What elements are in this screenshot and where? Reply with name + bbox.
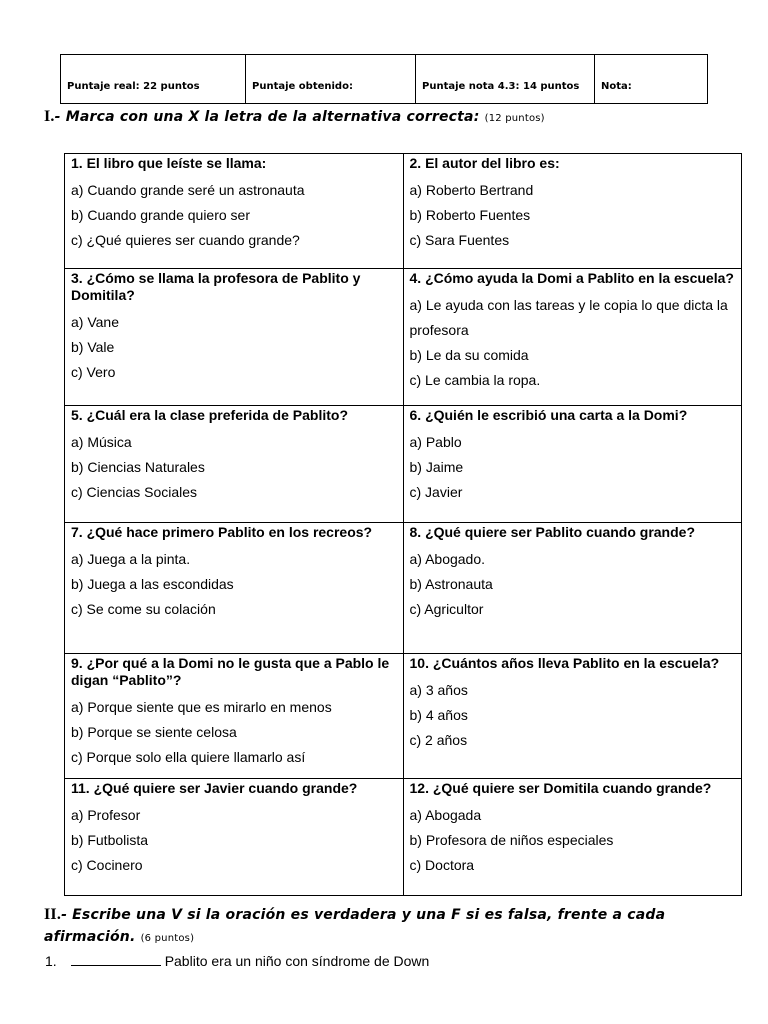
option-b[interactable]: b) Jaime (409, 459, 464, 475)
option-a[interactable]: a) Le ayuda con las tareas y le copia lo que dicta la profesora (409, 297, 728, 338)
option-c[interactable]: c) Sara Fuentes (409, 232, 510, 248)
section-2-title: - Escribe una V si la oración es verdadera y una F si es falsa, frente a cada afirmación. (44, 907, 666, 945)
option-b[interactable]: b) Astronauta (409, 576, 493, 592)
option-b[interactable]: b) Vale (71, 339, 115, 355)
question-text: 11. ¿Qué quiere ser Javier cuando grande? (71, 780, 358, 796)
option-a[interactable]: a) Juega a la pinta. (71, 551, 191, 567)
option-b[interactable]: b) Profesora de niños especiales (409, 832, 614, 848)
puntaje-real: Puntaje real: 22 puntos (61, 55, 246, 104)
section-2-number: II. (44, 906, 62, 923)
option-b[interactable]: b) Ciencias Naturales (71, 459, 205, 475)
question-cell (65, 654, 404, 779)
question-cell (65, 523, 404, 654)
option-a[interactable]: a) Pablo (409, 434, 462, 450)
section-2-points: (6 puntos) (140, 933, 195, 944)
option-b[interactable]: b) Cuando grande quiero ser (71, 207, 251, 223)
option-c[interactable]: c) Doctora (409, 857, 475, 873)
answer-blank[interactable] (71, 953, 161, 966)
question-text: 7. ¿Qué hace primero Pablito en los recreos? (71, 524, 373, 540)
section-1-heading (44, 108, 545, 126)
question-cell (403, 269, 742, 406)
question-text: 2. El autor del libro es: (409, 155, 560, 171)
option-c[interactable]: c) Le cambia la ropa. (409, 372, 541, 388)
option-b[interactable]: b) Roberto Fuentes (409, 207, 531, 223)
section-1-title: - Marca con una X la letra de la alternativa correcta: (54, 109, 480, 125)
section-2-heading (44, 904, 684, 950)
question-text: 6. ¿Quién le escribió una carta a la Domi? (409, 407, 688, 423)
option-c[interactable]: c) ¿Qué quieres ser cuando grande? (71, 232, 300, 248)
option-b[interactable]: b) Le da su comida (409, 347, 529, 363)
option-a[interactable]: a) Vane (71, 314, 119, 330)
option-c[interactable]: c) Porque solo ella quiere llamarlo así (71, 749, 306, 765)
question-text: 8. ¿Qué quiere ser Pablito cuando grande? (409, 524, 696, 540)
question-cell (65, 154, 404, 269)
question-cell (403, 154, 742, 269)
option-a[interactable]: a) Roberto Bertrand (409, 182, 534, 198)
question-text: 10. ¿Cuántos años lleva Pablito en la escuela? (409, 655, 720, 671)
question-cell (403, 779, 742, 896)
option-a[interactable]: a) Cuando grande seré un astronauta (71, 182, 305, 198)
item-number: 1. (45, 953, 57, 969)
true-false-item (45, 953, 429, 969)
option-c[interactable]: c) Javier (409, 484, 463, 500)
section-1-number: I. (44, 108, 55, 125)
option-a[interactable]: a) Abogada (409, 807, 482, 823)
option-b[interactable]: b) 4 años (409, 707, 468, 723)
question-text: 1. El libro que leíste se llama: (71, 155, 267, 171)
option-c[interactable]: c) Se come su colación (71, 601, 216, 617)
option-c[interactable]: c) Cocinero (71, 857, 143, 873)
option-c[interactable]: c) 2 años (409, 732, 468, 748)
puntaje-obtenido[interactable]: Puntaje obtenido: (246, 55, 416, 104)
question-cell (65, 779, 404, 896)
option-c[interactable]: c) Agricultor (409, 601, 484, 617)
score-table (60, 54, 708, 104)
question-cell (403, 654, 742, 779)
option-b[interactable]: b) Juega a las escondidas (71, 576, 234, 592)
puntaje-nota: Puntaje nota 4.3: 14 puntos (416, 55, 595, 104)
option-a[interactable]: a) Profesor (71, 807, 141, 823)
question-text: 9. ¿Por qué a la Domi no le gusta que a Pablo le digan “Pablito”? (71, 655, 390, 688)
option-a[interactable]: a) Porque siente que es mirarlo en menos (71, 699, 332, 715)
option-b[interactable]: b) Porque se siente celosa (71, 724, 237, 740)
option-c[interactable]: c) Ciencias Sociales (71, 484, 198, 500)
option-c[interactable]: c) Vero (71, 364, 116, 380)
question-text: 5. ¿Cuál era la clase preferida de Pablito? (71, 407, 348, 423)
question-table (64, 153, 742, 896)
question-cell (403, 406, 742, 523)
question-text: 4. ¿Cómo ayuda la Domi a Pablito en la escuela? (409, 270, 734, 286)
option-a[interactable]: a) Música (71, 434, 132, 450)
question-text: 3. ¿Cómo se llama la profesora de Pablito y Domitila? (71, 270, 361, 303)
item-text: Pablito era un niño con síndrome de Down (164, 953, 430, 969)
option-a[interactable]: a) Abogado. (409, 551, 486, 567)
question-cell (65, 269, 404, 406)
question-cell (65, 406, 404, 523)
question-text: 12. ¿Qué quiere ser Domitila cuando grande? (409, 780, 712, 796)
nota-field[interactable]: Nota: (595, 55, 708, 104)
question-cell (403, 523, 742, 654)
section-1-points: (12 puntos) (484, 113, 545, 124)
option-b[interactable]: b) Futbolista (71, 832, 149, 848)
option-a[interactable]: a) 3 años (409, 682, 468, 698)
